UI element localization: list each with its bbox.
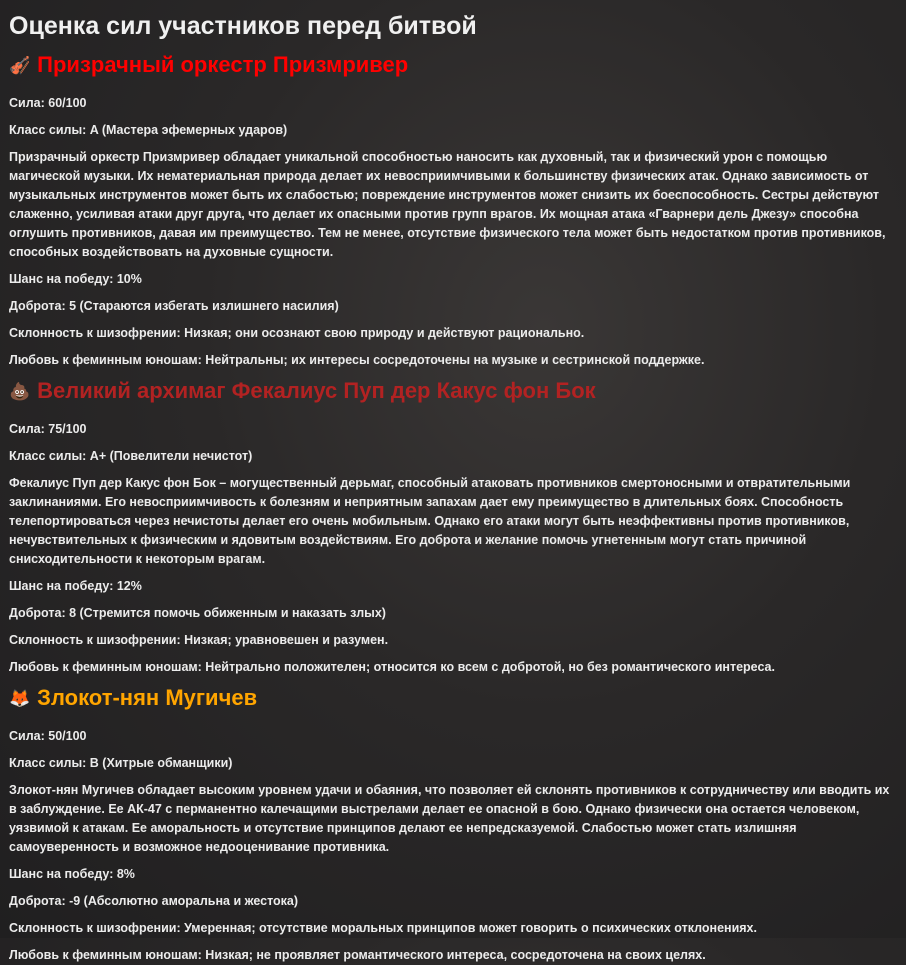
power: Сила: 50/100	[9, 729, 87, 743]
description: Фекалиус Пуп дер Какус фон Бок – могущественный дерьмаг, способный атаковать противников смертоносными и отвратительными заклинаниями. Его невосприимчивость к болезням и неприятным запахам дает ему преимущество в длительных боях. Способность телепортироваться через нечистоты делает его очень мобильным. Однако его атаки могут быть неэффективны против противников, нечувствительных к физическим и ядовитым воздействиям. Его доброта и желание помочь угнетенным могут стать причиной снисходительности к некоторым врагам.	[9, 476, 851, 566]
page-title: Оценка сил участников перед битвой	[9, 12, 477, 40]
power-class: Класс силы: A+ (Повелители нечистот)	[9, 449, 253, 463]
kindness: Доброта: -9 (Абсолютно аморальна и жестока)	[9, 894, 299, 908]
schizophrenia: Склонность к шизофрении: Умеренная; отсутствие моральных принципов может говорить о психических отклонениях.	[9, 921, 757, 935]
win-chance: Шанс на победу: 10%	[9, 272, 142, 286]
kindness: Доброта: 8 (Стремится помочь обиженным и наказать злых)	[9, 606, 386, 620]
win-chance: Шанс на победу: 8%	[9, 867, 135, 881]
participant-section	[9, 683, 898, 965]
schizophrenia: Склонность к шизофрении: Низкая; уравновешен и разумен.	[9, 633, 389, 647]
power: Сила: 75/100	[9, 422, 87, 436]
participant-name	[9, 376, 898, 406]
power-class: Класс силы: A (Мастера эфемерных ударов)	[9, 123, 288, 137]
participant-name	[9, 683, 898, 713]
win-chance: Шанс на победу: 12%	[9, 579, 142, 593]
love: Любовь к феминным юношам: Низкая; не проявляет романтического интереса, сосредоточена на своих целях.	[9, 948, 706, 962]
participant-name-text: Великий архимаг Фекалиус Пуп дер Какус фон Бок	[37, 378, 596, 403]
power-class: Класс силы: B (Хитрые обманщики)	[9, 756, 233, 770]
violin-icon: 🎻	[9, 55, 31, 75]
description: Злокот-нян Мугичев обладает высоким уровнем удачи и обаяния, что позволяет ей склонять противников к сотрудничеству или вводить их в заблуждение. Ее АК-47 с перманентно калечащими выстрелами делает ее опасной в бою. Однако физически она остается человеком, уязвимой к атакам. Ее аморальность и отсутствие принципов делают ее непредсказуемой. Слабостью может стать излишняя самоуверенность и возможное недооценивание противника.	[9, 783, 890, 854]
love: Любовь к феминным юношам: Нейтрально положителен; относится ко всем с добротой, но без романтического интереса.	[9, 660, 775, 674]
participant-section	[9, 376, 898, 677]
participant-name-text: Призрачный оркестр Призмривер	[37, 52, 409, 77]
schizophrenia: Склонность к шизофрении: Низкая; они осознают свою природу и действуют рационально.	[9, 326, 585, 340]
kindness: Доброта: 5 (Стараются избегать излишнего насилия)	[9, 299, 339, 313]
love: Любовь к феминным юношам: Нейтральны; их интересы сосредоточены на музыке и сестринской поддержке.	[9, 353, 705, 367]
poop-icon: 💩	[9, 381, 31, 401]
participant-name-text: Злокот-нян Мугичев	[37, 685, 258, 710]
participant-section	[9, 50, 898, 370]
power: Сила: 60/100	[9, 96, 87, 110]
description: Призрачный оркестр Призмривер обладает уникальной способностью наносить как духовный, так и физический урон с помощью магической музыки. Их нематериальная природа делает их невосприимчивыми к большинству физических атак. Однако зависимость от музыкальных инструментов может быть их слабостью; повреждение инструментов может снизить их боеспособность. Сестры действуют слаженно, усиливая атаки друг друга, что делает их опасными против групп врагов. Их мощная атака «Гварнери дель Джезу» способна оглушить противников, давая им преимущество. Тем не менее, отсутствие физического тела может быть недостатком против противников, способных воздействовать на духовные сущности.	[9, 150, 886, 259]
fox-icon: 🦊	[9, 688, 31, 708]
participant-name	[9, 50, 898, 80]
